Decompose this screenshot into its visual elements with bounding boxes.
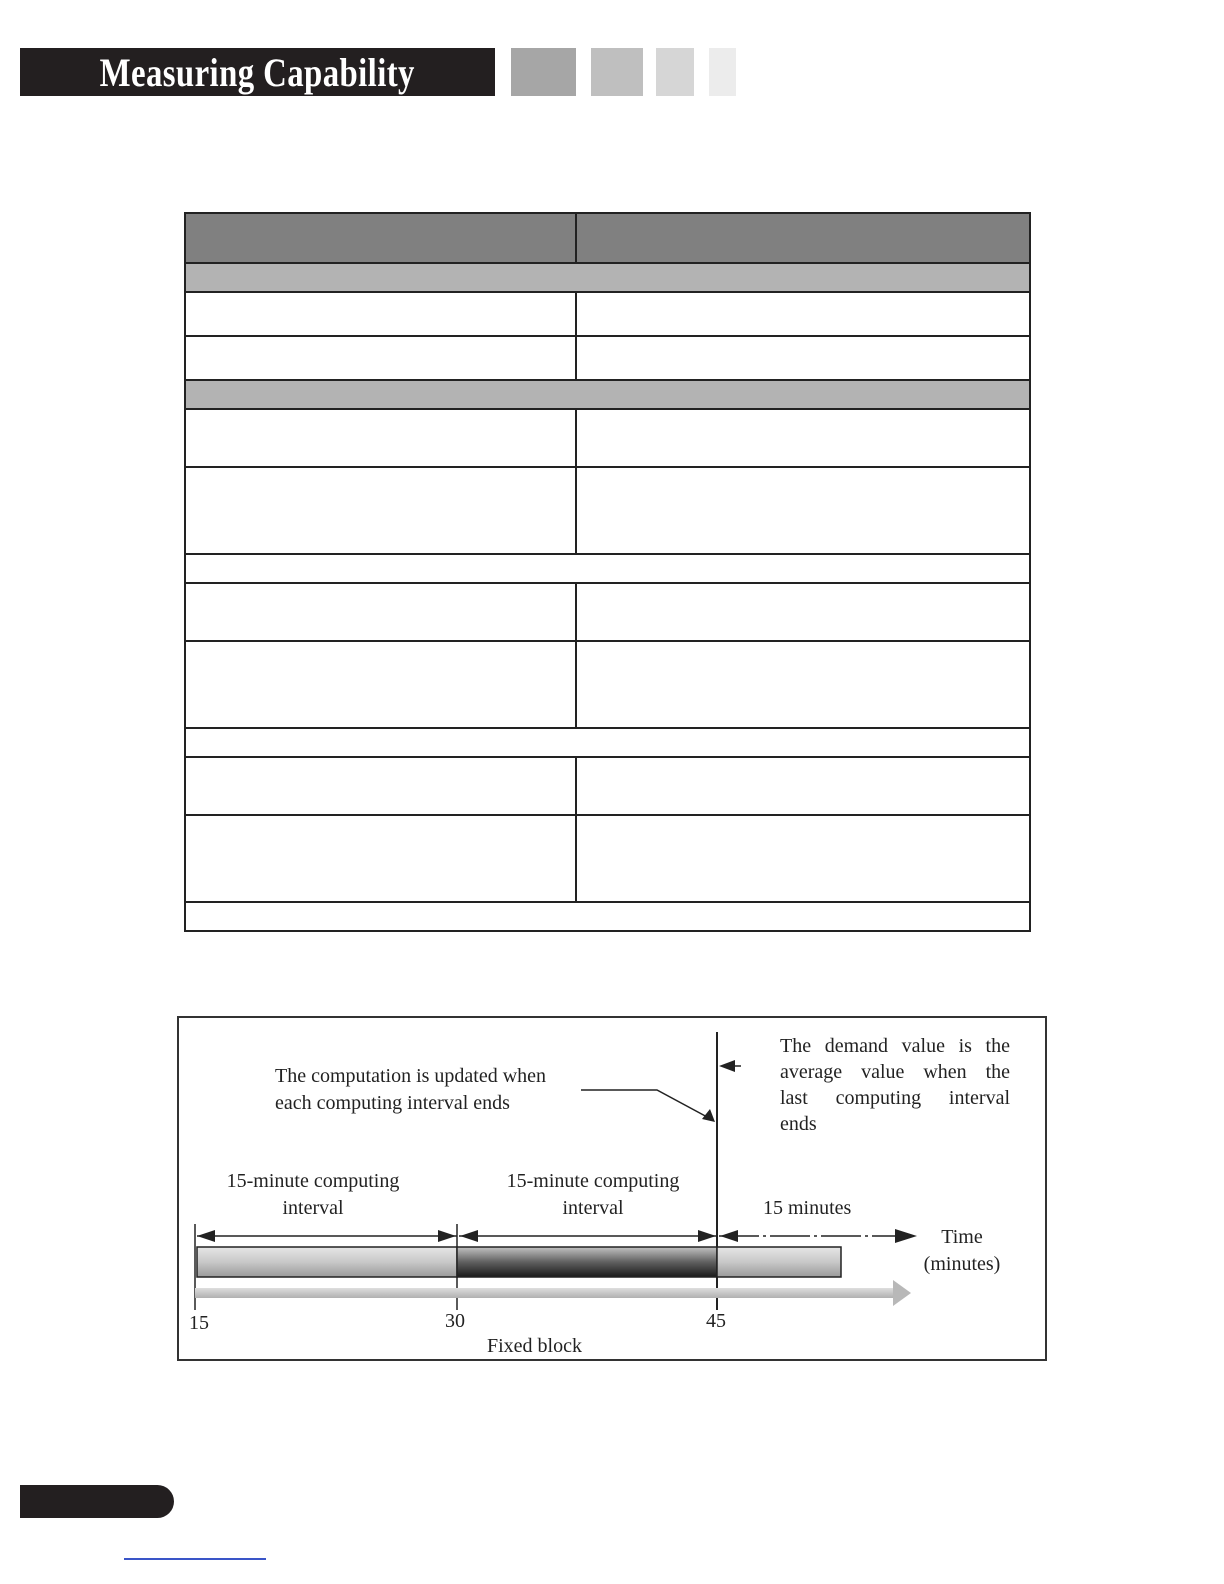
- table-header-cell: [576, 213, 1030, 263]
- interval-2-arrow-right: [698, 1230, 716, 1242]
- header-decor-block-3: [656, 48, 694, 96]
- fixed-block-diagram: [177, 1016, 1047, 1361]
- table-subsection-row: [185, 554, 1030, 583]
- interval-2-arrow-left: [460, 1230, 478, 1242]
- table-row: [185, 815, 1030, 902]
- demand-callout-text: The demand value is the average value when the last computing interval ends: [780, 1035, 1010, 1135]
- interval-1-bar: [197, 1247, 457, 1277]
- header-decor-block-2: [591, 48, 643, 96]
- interval-2-bar: [457, 1247, 717, 1277]
- page-number-tab: [20, 1485, 174, 1518]
- update-callout-text: The computation is updated when each computing interval ends: [275, 1065, 547, 1114]
- fixed-block-label: Fixed block: [487, 1335, 582, 1357]
- table-row: [185, 467, 1030, 554]
- section-title: Measuring Capability: [99, 49, 416, 95]
- next-interval-bar: [717, 1247, 841, 1277]
- table-cell: [576, 815, 1030, 902]
- table-subsection-row: [185, 728, 1030, 757]
- table-cell: [185, 467, 576, 554]
- table-section-row: [185, 380, 1030, 409]
- table-row: [185, 336, 1030, 380]
- demand-callout-arrowhead: [719, 1060, 735, 1072]
- tick-label-15: 15: [189, 1312, 209, 1334]
- interval-1-label: 15-minute computing interval: [226, 1170, 400, 1219]
- tick-label-45: 45: [706, 1310, 726, 1332]
- table-cell: [185, 409, 576, 467]
- table-cell: [576, 467, 1030, 554]
- table-cell: [185, 757, 576, 815]
- table-section-row: [185, 263, 1030, 292]
- table-row: [185, 757, 1030, 815]
- table-cell: [576, 583, 1030, 641]
- table-cell: [576, 292, 1030, 336]
- header-decor-block-4: [709, 48, 736, 96]
- table-cell: [185, 583, 576, 641]
- table-cell: [185, 292, 576, 336]
- section-header-bar: [20, 48, 495, 96]
- table-row: [185, 409, 1030, 467]
- table-cell: [576, 336, 1030, 380]
- table-cell: [576, 641, 1030, 728]
- interval-1-arrow-left: [197, 1230, 215, 1242]
- table-row: [185, 583, 1030, 641]
- table-cell: [185, 641, 576, 728]
- table-subsection-row: [185, 902, 1030, 931]
- table-header-cell: [185, 213, 576, 263]
- interval-2-label: 15-minute computing interval: [506, 1170, 680, 1219]
- table-cell: [185, 336, 576, 380]
- table-cell: [576, 757, 1030, 815]
- specification-table: [184, 212, 1031, 932]
- interval-1-arrow-right: [438, 1230, 456, 1242]
- time-axis-bar: [195, 1288, 895, 1298]
- table-header-row: [185, 213, 1030, 263]
- update-callout-leader: [581, 1090, 709, 1118]
- span-arrow-left: [720, 1230, 738, 1242]
- table-cell: [185, 815, 576, 902]
- header-decor-block-1: [511, 48, 576, 96]
- time-axis-label: Time (minutes): [923, 1226, 1001, 1275]
- table-row: [185, 641, 1030, 728]
- table-row: [185, 292, 1030, 336]
- time-axis-arrowhead: [895, 1229, 917, 1243]
- table-cell: [576, 409, 1030, 467]
- span-label: 15 minutes: [763, 1197, 852, 1219]
- time-axis-bar-head: [893, 1280, 911, 1306]
- tick-label-30: 30: [445, 1310, 465, 1332]
- footer-link-underline[interactable]: [124, 1558, 266, 1560]
